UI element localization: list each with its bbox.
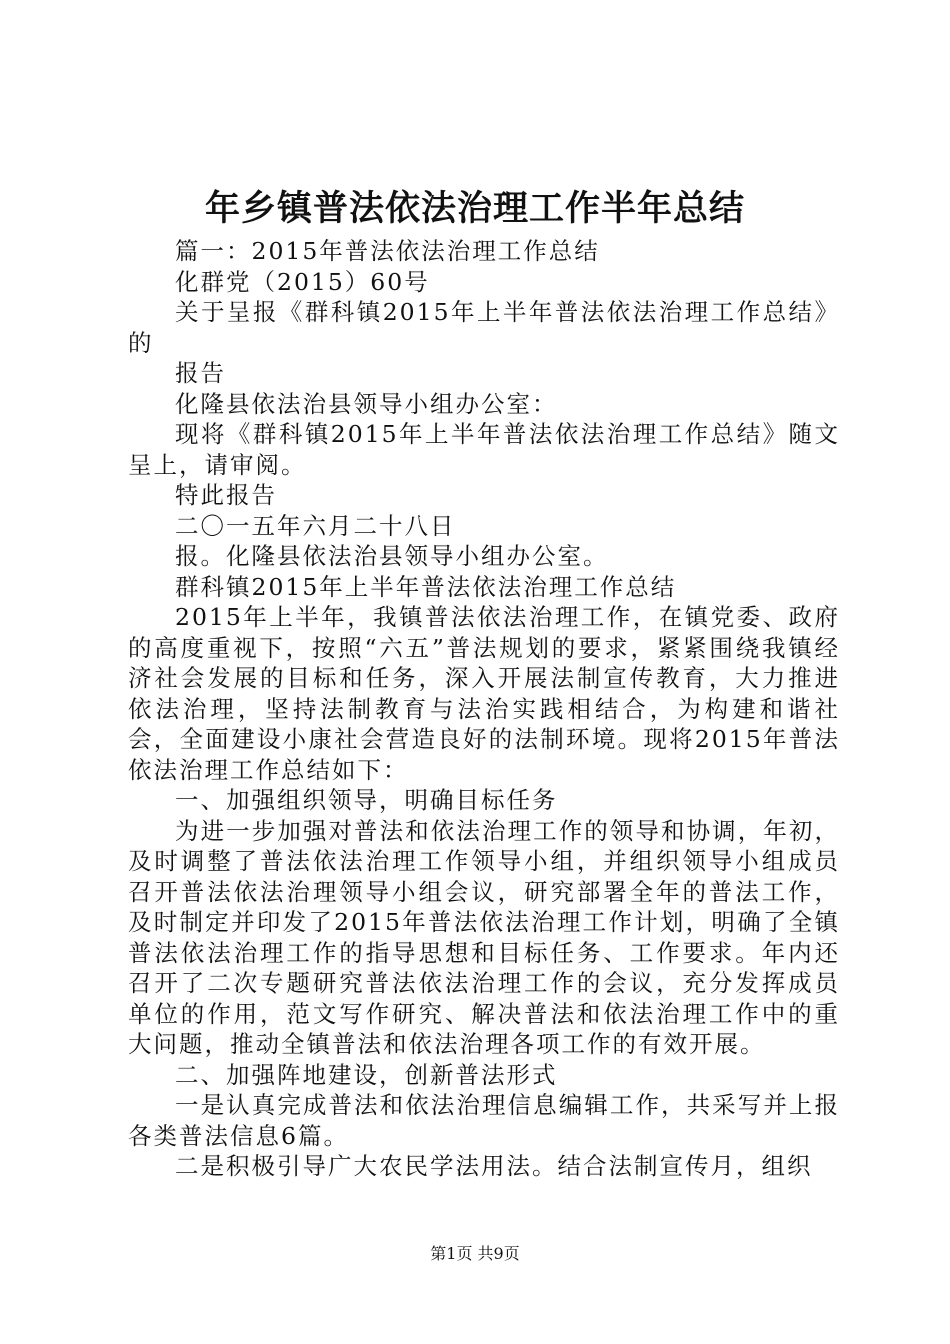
paragraph-recipient: 化隆县依法治县领导小组办公室：: [175, 389, 558, 418]
paragraph-submission: 现将《群科镇2015年上半年普法依法治理工作总结》随文呈上，请审阅。: [128, 420, 840, 479]
section-heading-2: 二、加强阵地建设，创新普法形式: [175, 1060, 558, 1089]
paragraph-cc: 报。化隆县依法治县领导小组办公室。: [175, 542, 609, 570]
document-body: [128, 236, 840, 1182]
page-number-footer: 第1页 共9页: [430, 1244, 520, 1263]
paragraph-heading-part1: 篇一：2015年普法依法治理工作总结: [175, 237, 600, 265]
paragraph-closing: 特此报告: [175, 481, 277, 509]
section-heading-1: 一、加强组织领导，明确目标任务: [175, 786, 558, 814]
document-title: 年乡镇普法依法治理工作半年总结: [204, 188, 745, 229]
paragraph-doc-number: 化群党（2015）60号: [175, 267, 430, 296]
paragraph-summary-title: 群科镇2015年上半年普法依法治理工作总结: [175, 572, 677, 601]
paragraph-intro: 2015年上半年，我镇普法依法治理工作，在镇党委、政府的高度重视下，按照“六五”普法规划的要求，紧紧围绕我镇经济社会发展的目标和任务，深入开展法制宣传教育，大力推进依法治理，坚持法制教育与法治实践相结合，为构建和谐社会，全面建设小康社会营造良好的法制环境。现将2015年普法依法治理工作总结如下：: [128, 603, 840, 784]
paragraph-section-1: 为进一步加强对普法和依法治理工作的领导和协调，年初，及时调整了普法依法治理工作领导小组，并组织领导小组成员召开普法依法治理领导小组会议，研究部署全年的普法工作，及时制定并印发了2015年普法依法治理工作计划，明确了全镇普法依法治理工作的指导思想和目标任务、工作要求。年内还召开了二次专题研究普法依法治理工作的会议，充分发挥成员单位的作用，范文写作研究、解决普法和依法治理工作中的重大问题，推动全镇普法和依法治理各项工作的有效开展。: [128, 816, 840, 1058]
paragraph-date: 二〇一五年六月二十八日: [175, 511, 456, 540]
paragraph-report-word: 报告: [175, 359, 226, 387]
paragraph-report-subject: 关于呈报《群科镇2015年上半年普法依法治理工作总结》的: [128, 298, 840, 357]
paragraph-point-1: 一是认真完成普法和依法治理信息编辑工作，共采写并上报各类普法信息6篇。: [128, 1091, 840, 1150]
paragraph-point-2: 二是积极引导广大农民学法用法。结合法制宣传月，组织: [175, 1152, 813, 1180]
